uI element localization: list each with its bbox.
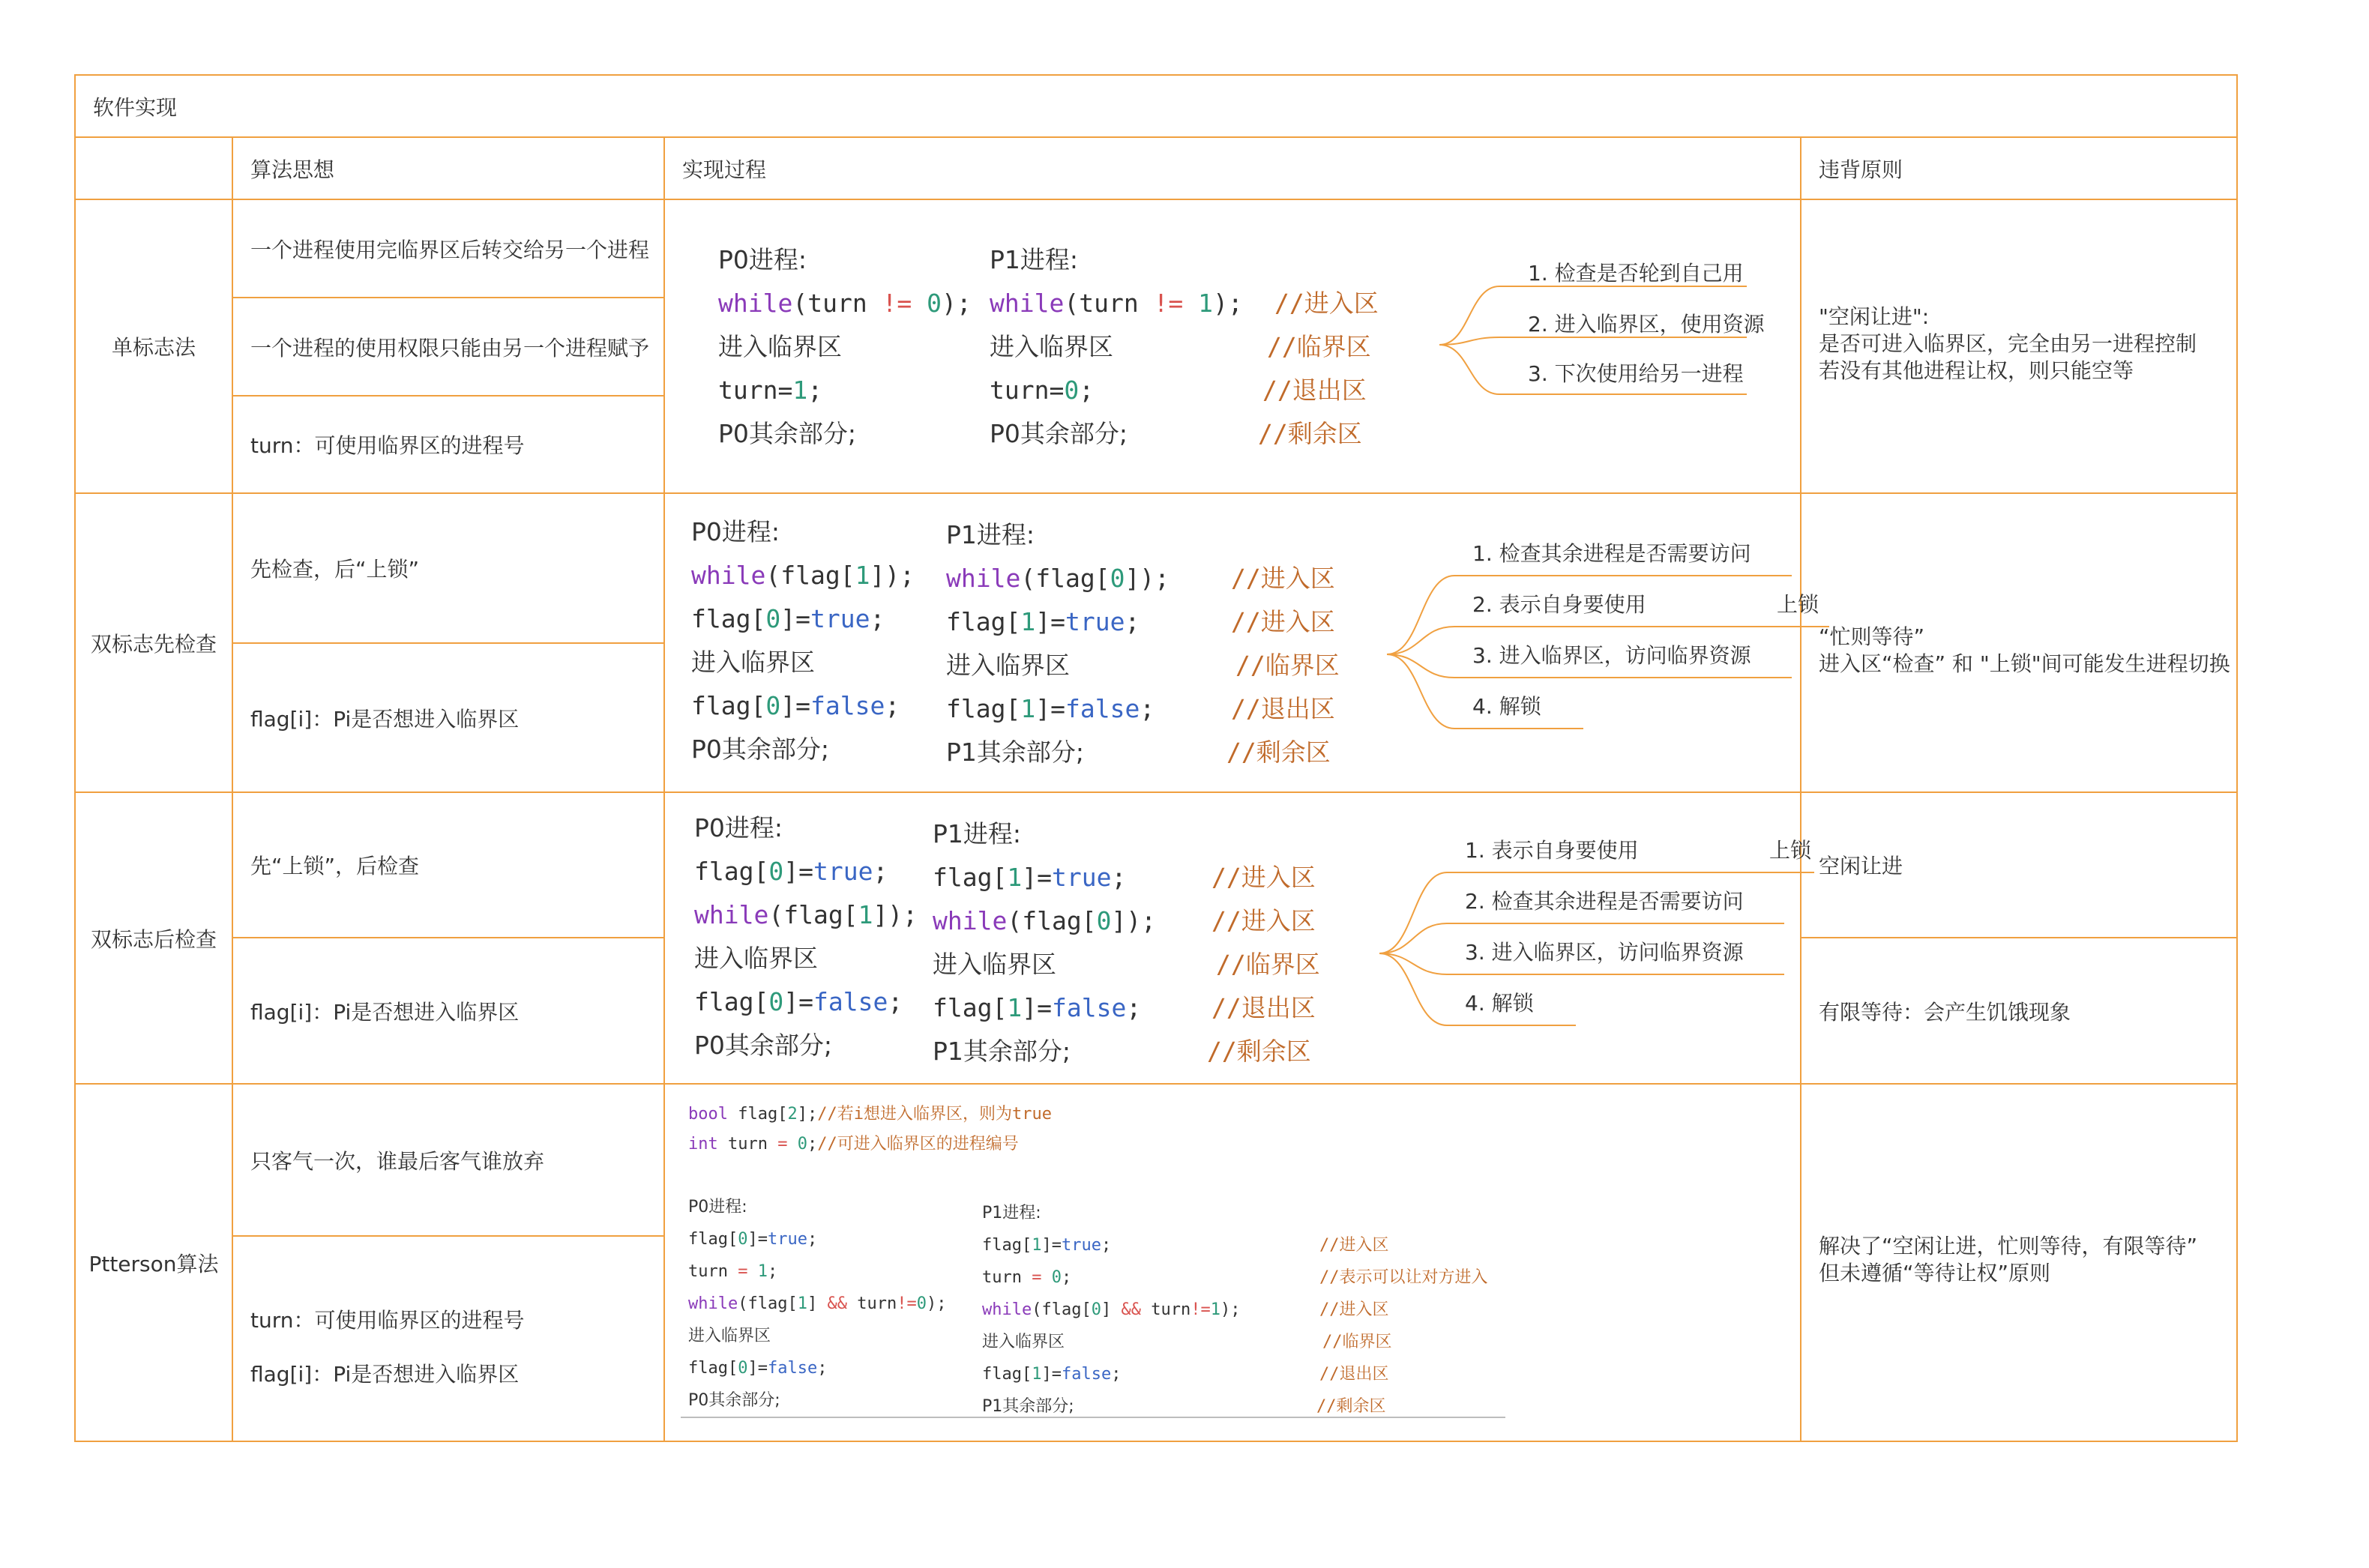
code-comment: //进入区 [1319,1300,1389,1319]
code-comment: //剩余区 [1207,1037,1311,1066]
code-line: P1其余部分; [946,738,1085,767]
code-line: while(flag[1]); [691,561,915,590]
branch-item: 4. 解锁 [1472,694,1541,719]
code-line: turn=0; [990,376,1095,405]
code-line: while(flag[0]); [946,564,1170,593]
code-comment: //进入区 [1274,289,1379,318]
idea-text: 只客气一次，谁最后客气谁放弃 [250,1148,545,1174]
comment-column [1258,289,1379,449]
code-comment: //退出区 [1262,376,1367,405]
row-name-peterson: Ptterson算法 [88,1251,219,1276]
code-line: P0其余部分; [694,1031,833,1060]
code-comment: //剩余区 [1258,419,1362,448]
grid-line [2236,74,2238,1442]
code-line: P0进程: [694,813,783,842]
branch-item: 4. 解锁 [1465,991,1534,1016]
code-line: P1进程: [990,245,1079,274]
code-block-p1 [933,819,1156,1067]
grid-line [75,74,2237,76]
grid-line [232,136,233,1442]
code-line: P0其余部分; [990,419,1128,448]
comment-column [1316,1229,1488,1423]
grid-line [232,1235,664,1237]
row-name-dual-after: 双标志后检查 [90,926,217,952]
code-line: flag[1]=true; [982,1236,1112,1255]
code-line: 进入临界区 [694,944,818,973]
code-line: P0其余部分; [691,735,830,764]
idea-text: turn：可使用临界区的进程号 [250,1308,525,1333]
code-line: P0进程: [718,245,807,274]
idea-text-group [250,1294,525,1402]
code-line: P0进程: [691,517,780,546]
branch-item: 1. 检查其余进程是否需要访问 [1472,541,1751,566]
branch-item: 1. 表示自身要使用 [1465,838,1639,863]
code-line: 进入临界区 [691,648,815,677]
code-line: 进入临界区 [946,651,1070,680]
idea-text: 一个进程的使用权限只能由另一个进程赋予 [250,335,650,361]
code-line: flag[1]=true; [946,607,1140,636]
code-comment: //表示可以让对方进入 [1319,1268,1488,1287]
code-comment: //剩余区 [1226,738,1331,767]
idea-text: 先“上锁”，后检查 [250,854,420,878]
code-line: P0进程: [688,1198,747,1216]
code-comment: //进入区 [1319,1236,1389,1255]
code-line: P1其余部分; [933,1037,1071,1066]
code-line: P0其余部分; [718,419,857,448]
code-comment: //进入区 [1231,607,1335,636]
idea-text: turn：可使用临界区的进程号 [250,433,525,458]
code-line: P1进程: [933,819,1022,848]
branch-item: 1. 检查是否轮到自己用 [1528,261,1744,286]
code-line: P1进程: [982,1204,1041,1222]
code-line: flag[1]=false; [982,1365,1122,1384]
violation-text: 解决了“空闲让进，忙则等待，有限等待” 但未遵循“等待让权”原则 [1819,1234,2198,1285]
branch-item: 2. 进入临界区，使用资源 [1528,312,1765,337]
code-line: int turn = 0;//可进入临界区的进程编号 [688,1135,1019,1154]
grid-line [1800,136,1801,1442]
code-comment: //临界区 [1216,950,1320,979]
code-line: turn = 0; [982,1268,1072,1287]
code-underline [681,1417,1505,1418]
code-line: while(turn != 1); [990,289,1243,318]
row-name-single: 单标志法 [111,335,196,360]
code-comment: //退出区 [1319,1365,1389,1384]
violation-text: 有限等待：会产生饥饿现象 [1819,999,2071,1025]
code-block-p0 [718,245,972,449]
code-line: turn=1; [718,376,823,405]
code-block-p0 [688,1191,946,1417]
code-comment: //退出区 [1231,694,1335,723]
table-title: 软件实现 [93,94,178,120]
code-line: P1进程: [946,520,1035,549]
idea-text: 一个进程使用完临界区后转交给另一个进程 [250,237,650,262]
lock-label: 上锁 [1769,838,1812,863]
code-line: P1其余部分; [982,1397,1074,1416]
code-line: 进入临界区 [933,950,1056,979]
violation-text: 空闲让进 [1819,854,1903,878]
grid-line [75,136,2237,138]
branch-item: 3. 下次使用给另一进程 [1528,361,1744,386]
branch-item: 2. 表示自身要使用 [1472,592,1646,617]
violation-text: "空闲让进": 是否可进入临界区，完全由另一进程控制 若没有其他进程让权，则只能空等 [1819,304,2197,383]
branch-item: 3. 进入临界区，访问临界资源 [1472,643,1751,668]
code-comment: //退出区 [1211,993,1316,1022]
code-block-p1 [990,245,1243,449]
code-line: while(flag[0]); [933,906,1157,935]
code-comment: //剩余区 [1316,1397,1386,1416]
code-comment: //临界区 [1322,1333,1392,1351]
idea-text: 先检查，后“上锁” [250,557,420,582]
code-line: while(flag[1]); [694,900,918,929]
row-name-dual-check: 双标志先检查 [90,631,217,657]
code-line: flag[0]=false; [691,691,900,720]
idea-text: flag[i]：Pi是否想进入临界区 [250,999,520,1025]
code-line: flag[0]=false; [688,1359,828,1378]
code-line: flag[1]=false; [946,694,1155,723]
code-line: while(turn != 0); [718,289,972,318]
comment-column [1226,564,1340,768]
idea-text: flag[i]：Pi是否想进入临界区 [250,1362,520,1387]
code-line: flag[0]=true; [688,1230,818,1249]
code-line: flag[0]=false; [694,987,903,1016]
code-line: flag[0]=true; [691,604,885,633]
lock-label: 上锁 [1777,592,1819,617]
code-block-p0 [694,813,918,1061]
violation-text: “忙则等待” 进入区“检查” 和 "上锁"间可能发生进程切换 [1819,624,2230,676]
code-comment: //进入区 [1211,863,1316,892]
code-line: 进入临界区 [990,332,1113,361]
code-line: 进入临界区 [688,1327,771,1345]
code-block-p1 [982,1197,1240,1423]
code-line: P0其余部分; [688,1391,780,1410]
comment-column [1207,863,1320,1067]
code-line: flag[1]=false; [933,993,1142,1022]
code-comment: //进入区 [1211,906,1316,935]
idea-text: flag[i]：Pi是否想进入临界区 [250,706,520,732]
grid-line [75,1441,2237,1442]
code-line: flag[0]=true; [694,857,888,886]
code-line: while(flag[1] && turn!=0); [688,1294,947,1313]
peterson-declarations [688,1100,1052,1160]
code-line: bool flag[2];//若i想进入临界区，则为true [688,1105,1052,1124]
code-line: turn = 1; [688,1262,778,1281]
code-comment: //进入区 [1231,564,1335,593]
code-line: 进入临界区 [718,332,842,361]
code-line: while(flag[0] && turn!=1); [982,1300,1241,1319]
code-block-p0 [691,517,915,765]
grid-line [663,136,665,1442]
code-line: flag[1]=true; [933,863,1127,892]
code-comment: //临界区 [1235,651,1340,680]
code-block-p1 [946,520,1170,768]
branch-item: 3. 进入临界区，访问临界资源 [1465,940,1744,965]
header-process: 实现过程 [682,157,767,182]
header-violation: 违背原则 [1819,157,1903,182]
code-comment: //临界区 [1267,332,1371,361]
header-idea: 算法思想 [250,157,335,182]
code-line: 进入临界区 [982,1333,1065,1351]
branch-item: 2. 检查其余进程是否需要访问 [1465,889,1744,914]
